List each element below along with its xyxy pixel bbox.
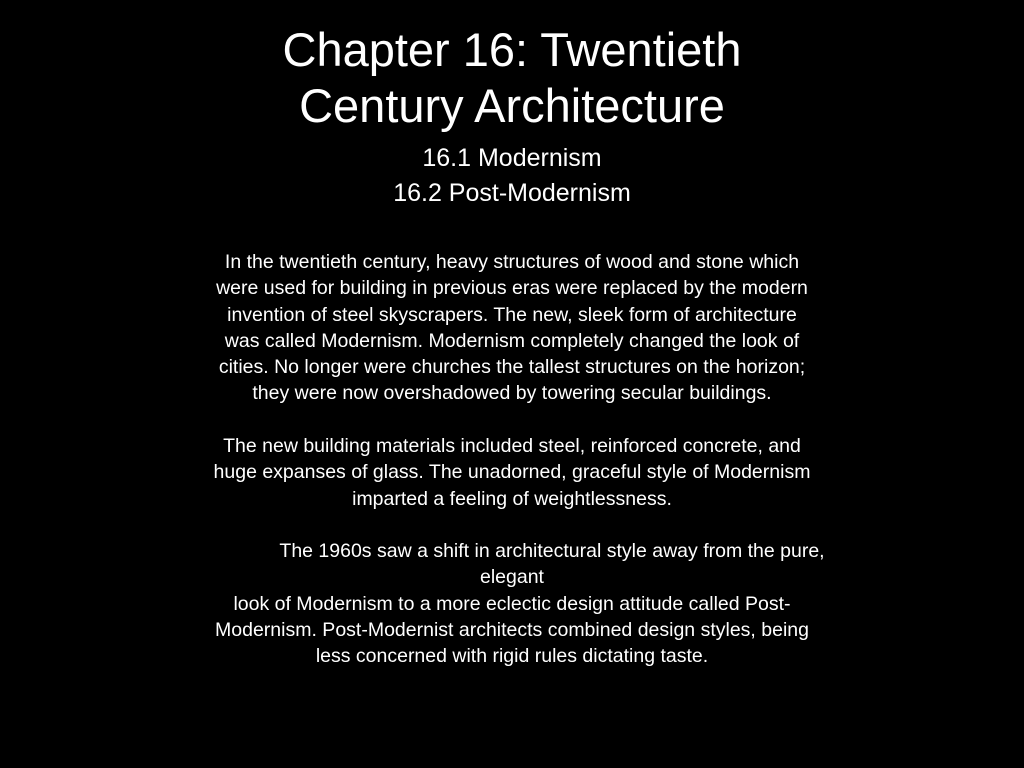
section-list — [0, 141, 1024, 211]
section-item-modernism: 16.1 Modernism — [422, 144, 602, 172]
slide-title-line: Chapter 16: Twentieth — [282, 23, 742, 76]
paragraph-line: In the twentieth century, heavy structures of wood and stone which — [224, 251, 800, 273]
paragraph-line: were used for building in previous eras were replaced by the modern — [216, 277, 808, 300]
paragraph-line: elegant — [480, 566, 544, 589]
paragraph-line: The 1960s saw a shift in architectural style away from the pure, — [279, 540, 825, 562]
paragraph-line: cities. No longer were churches the tallest structures on the horizon; — [218, 356, 806, 379]
paragraph-line: Modernism. Post-Modernist architects combined design styles, being — [215, 618, 809, 641]
slide-title — [0, 22, 1024, 134]
paragraph-line: was called Modernism. Modernism completely changed the look of — [224, 329, 800, 352]
paragraph-line: less concerned with rigid rules dictating taste. — [315, 645, 709, 668]
paragraph-line: huge expanses of glass. The unadorned, graceful style of Modernism — [213, 461, 811, 484]
paragraph-post-modernism — [162, 538, 862, 669]
slide-title-line: Century Architecture — [299, 79, 725, 132]
paragraph-line: invention of steel skyscrapers. The new, sleek form of architecture — [227, 303, 797, 326]
paragraph-line: they were now overshadowed by towering secular buildings. — [252, 382, 772, 405]
paragraph-line: The new building materials included steel, reinforced concrete, and — [223, 435, 801, 457]
paragraph-line: imparted a feeling of weightlessness. — [352, 487, 672, 510]
paragraph-materials — [162, 433, 862, 512]
section-item-post-modernism: 16.2 Post-Modernism — [393, 179, 631, 207]
paragraph-line: look of Modernism to a more eclectic design attitude called Post- — [233, 592, 791, 615]
paragraph-modernism-intro — [162, 249, 862, 407]
